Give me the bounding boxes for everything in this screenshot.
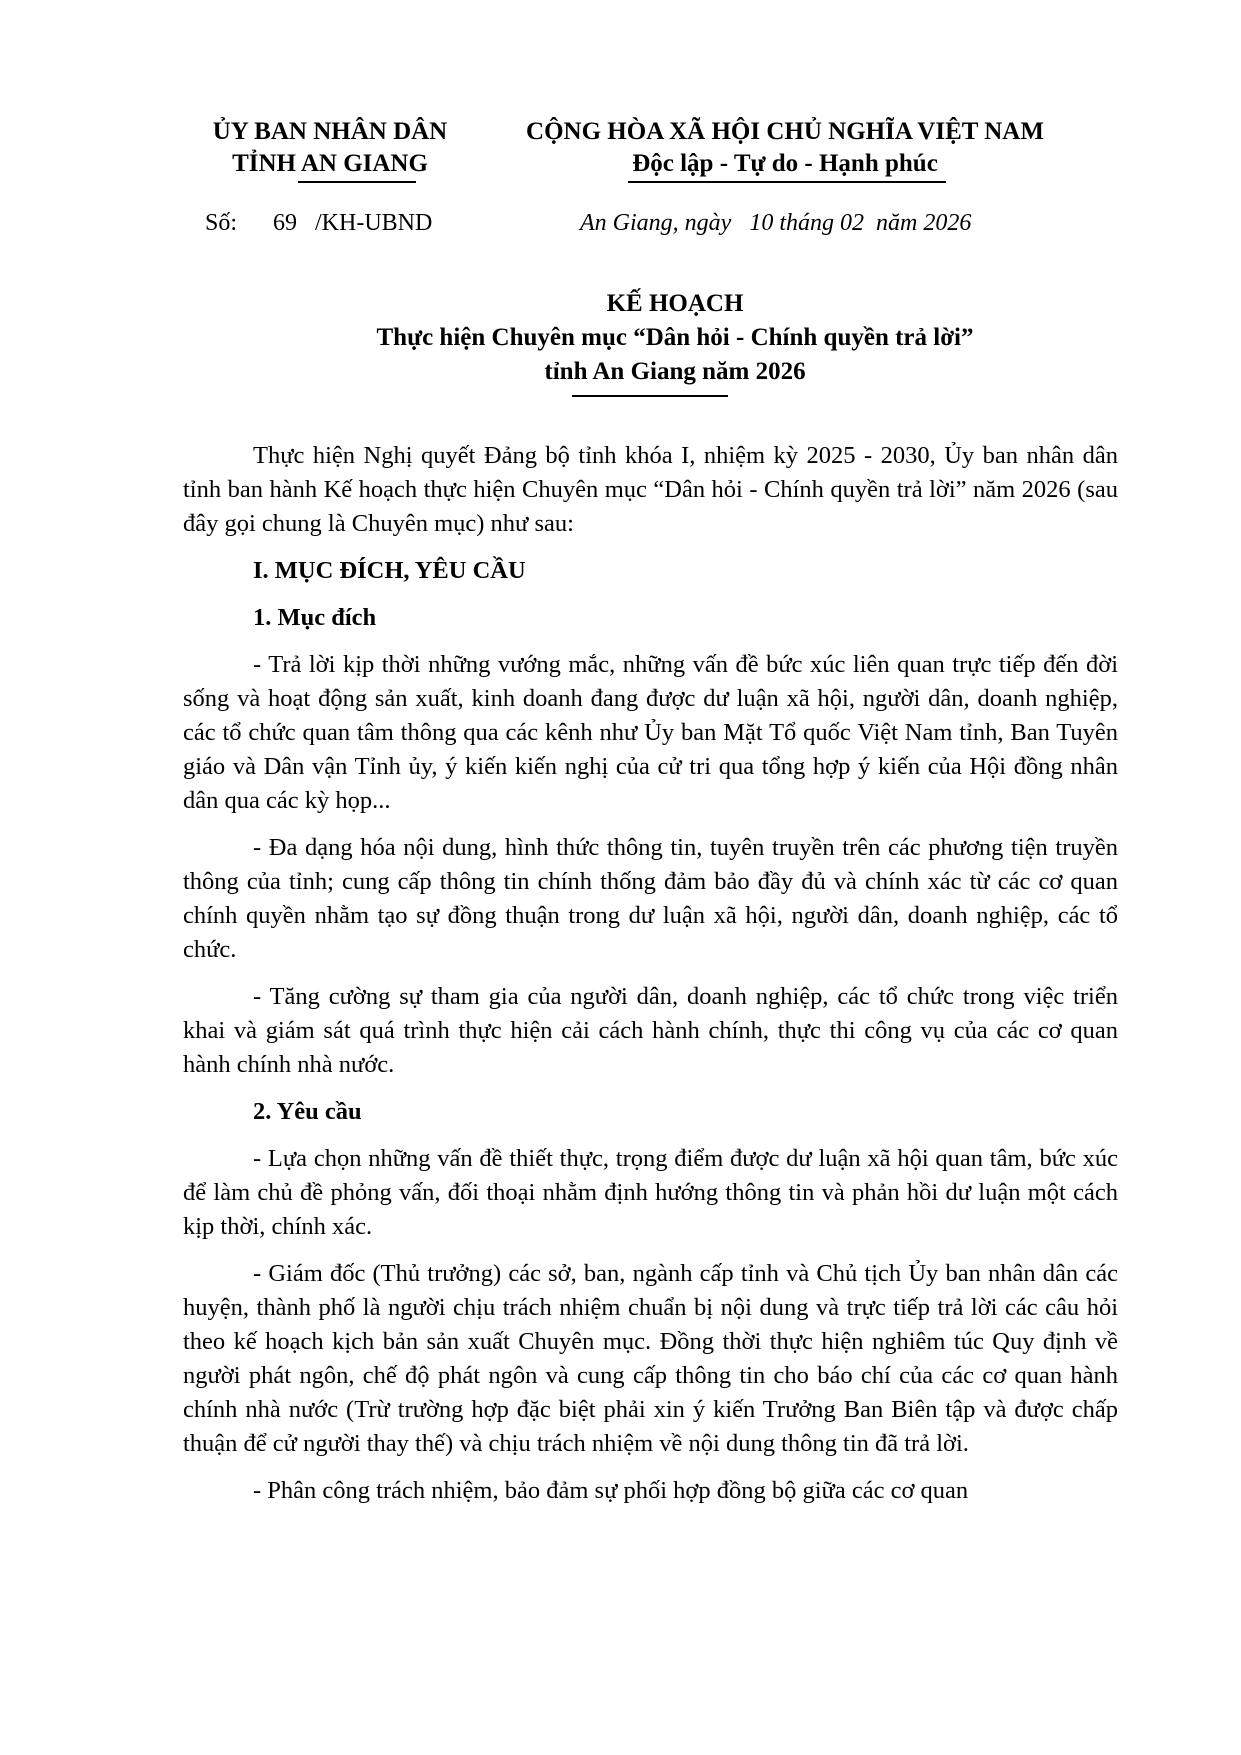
date-year: 2026 <box>923 210 972 236</box>
date-day: 10 <box>749 210 774 236</box>
place-date <box>580 208 971 238</box>
requirement-item: - Giám đốc (Thủ trưởng) các sở, ban, ngành cấp tỉnh và Chủ tịch Ủy ban nhân dân các huyện, thành phố là người chịu trách nhiệm chuẩn bị nội dung và trực tiếp trả lời các câu hỏi theo kế hoạch kịch bản sản xuất Chuyên mục. Đồng thời thực hiện nghiêm túc Quy định về người phát ngôn, chế độ phát ngôn và cung cấp thông tin cho báo chí của các cơ quan hành chính nhà nước (Trừ trường hợp đặc biệt phải xin ý kiến Trưởng Ban Biên tập và được chấp thuận để cử người thay thế) và chịu trách nhiệm về nội dung thông tin đã trả lời. <box>183 1260 1118 1457</box>
title-underline <box>572 395 728 397</box>
agency-underline <box>298 181 416 183</box>
national-motto <box>495 116 1075 180</box>
title-line-3: tỉnh An Giang năm 2026 <box>544 358 806 385</box>
nation-line-2: Độc lập - Tự do - Hạnh phúc <box>632 150 938 177</box>
purpose-item: - Trả lời kịp thời những vướng mắc, những vấn đề bức xúc liên quan trực tiếp đến đời sống và hoạt động sản xuất, kinh doanh đang được dư luận xã hội, người dân, doanh nghiệp, các tổ chức quan tâm thông qua các kênh như Ủy ban Mặt Tổ quốc Việt Nam tỉnh, Ban Tuyên giáo và Dân vận Tỉnh ủy, ý kiến kiến nghị của cử tri qua tổng hợp ý kiến của Hội đồng nhân dân qua các kỳ họp... <box>183 651 1118 814</box>
document-number <box>205 208 432 238</box>
agency-line-1: ỦY BAN NHÂN DÂN <box>212 118 448 145</box>
issuing-agency <box>190 116 470 180</box>
intro-paragraph: Thực hiện Nghị quyết Đảng bộ tỉnh khóa I, nhiệm kỳ 2025 - 2030, Ủy ban nhân dân tỉnh ban hành Kế hoạch thực hiện Chuyên mục “Dân hỏi - Chính quyền trả lời” năm 2026 (sau đây gọi chung là Chuyên mục) như sau: <box>183 442 1118 537</box>
doc-number-value: 69 <box>273 210 298 236</box>
title-line-2: Thực hiện Chuyên mục “Dân hỏi - Chính quyền trả lời” <box>376 324 974 351</box>
purpose-item: - Tăng cường sự tham gia của người dân, doanh nghiệp, các tổ chức trong việc triển khai và giám sát quá trình thực hiện cải cách hành chính, thực thi công vụ của các cơ quan hành chính nhà nước. <box>183 983 1118 1078</box>
document-body <box>183 439 1118 1521</box>
requirement-item: - Phân công trách nhiệm, bảo đảm sự phối hợp đồng bộ giữa các cơ quan <box>253 1477 969 1504</box>
year-label: năm <box>875 210 918 236</box>
section-1-heading: I. MỤC ĐÍCH, YÊU CẦU <box>253 557 526 584</box>
subsection-1-heading: 1. Mục đích <box>253 604 377 631</box>
month-label: tháng <box>779 210 834 236</box>
motto-underline <box>628 181 946 183</box>
doc-number-label: Số: <box>205 210 238 236</box>
title-line-1: KẾ HOẠCH <box>606 290 744 317</box>
doc-number-suffix: /KH-UBND <box>315 210 433 236</box>
nation-line-1: CỘNG HÒA XÃ HỘI CHỦ NGHĨA VIỆT NAM <box>526 118 1044 145</box>
requirement-item: - Lựa chọn những vấn đề thiết thực, trọng điểm được dư luận xã hội quan tâm, bức xúc để làm chủ đề phỏng vấn, đối thoại nhằm định hướng thông tin và phản hồi dư luận một cách kịp thời, chính xác. <box>183 1145 1118 1240</box>
date-month: 02 <box>839 210 864 236</box>
agency-line-2: TỈNH AN GIANG <box>232 150 428 177</box>
place-date-prefix: An Giang, ngày <box>580 210 732 236</box>
subsection-2-heading: 2. Yêu cầu <box>253 1098 362 1125</box>
document-title <box>200 287 1150 389</box>
purpose-item: - Đa dạng hóa nội dung, hình thức thông tin, tuyên truyền trên các phương tiện truyền thông của tỉnh; cung cấp thông tin chính thống đảm bảo đầy đủ và chính xác từ các cơ quan chính quyền nhằm tạo sự đồng thuận trong dư luận xã hội, người dân, doanh nghiệp, các tổ chức. <box>183 834 1118 963</box>
